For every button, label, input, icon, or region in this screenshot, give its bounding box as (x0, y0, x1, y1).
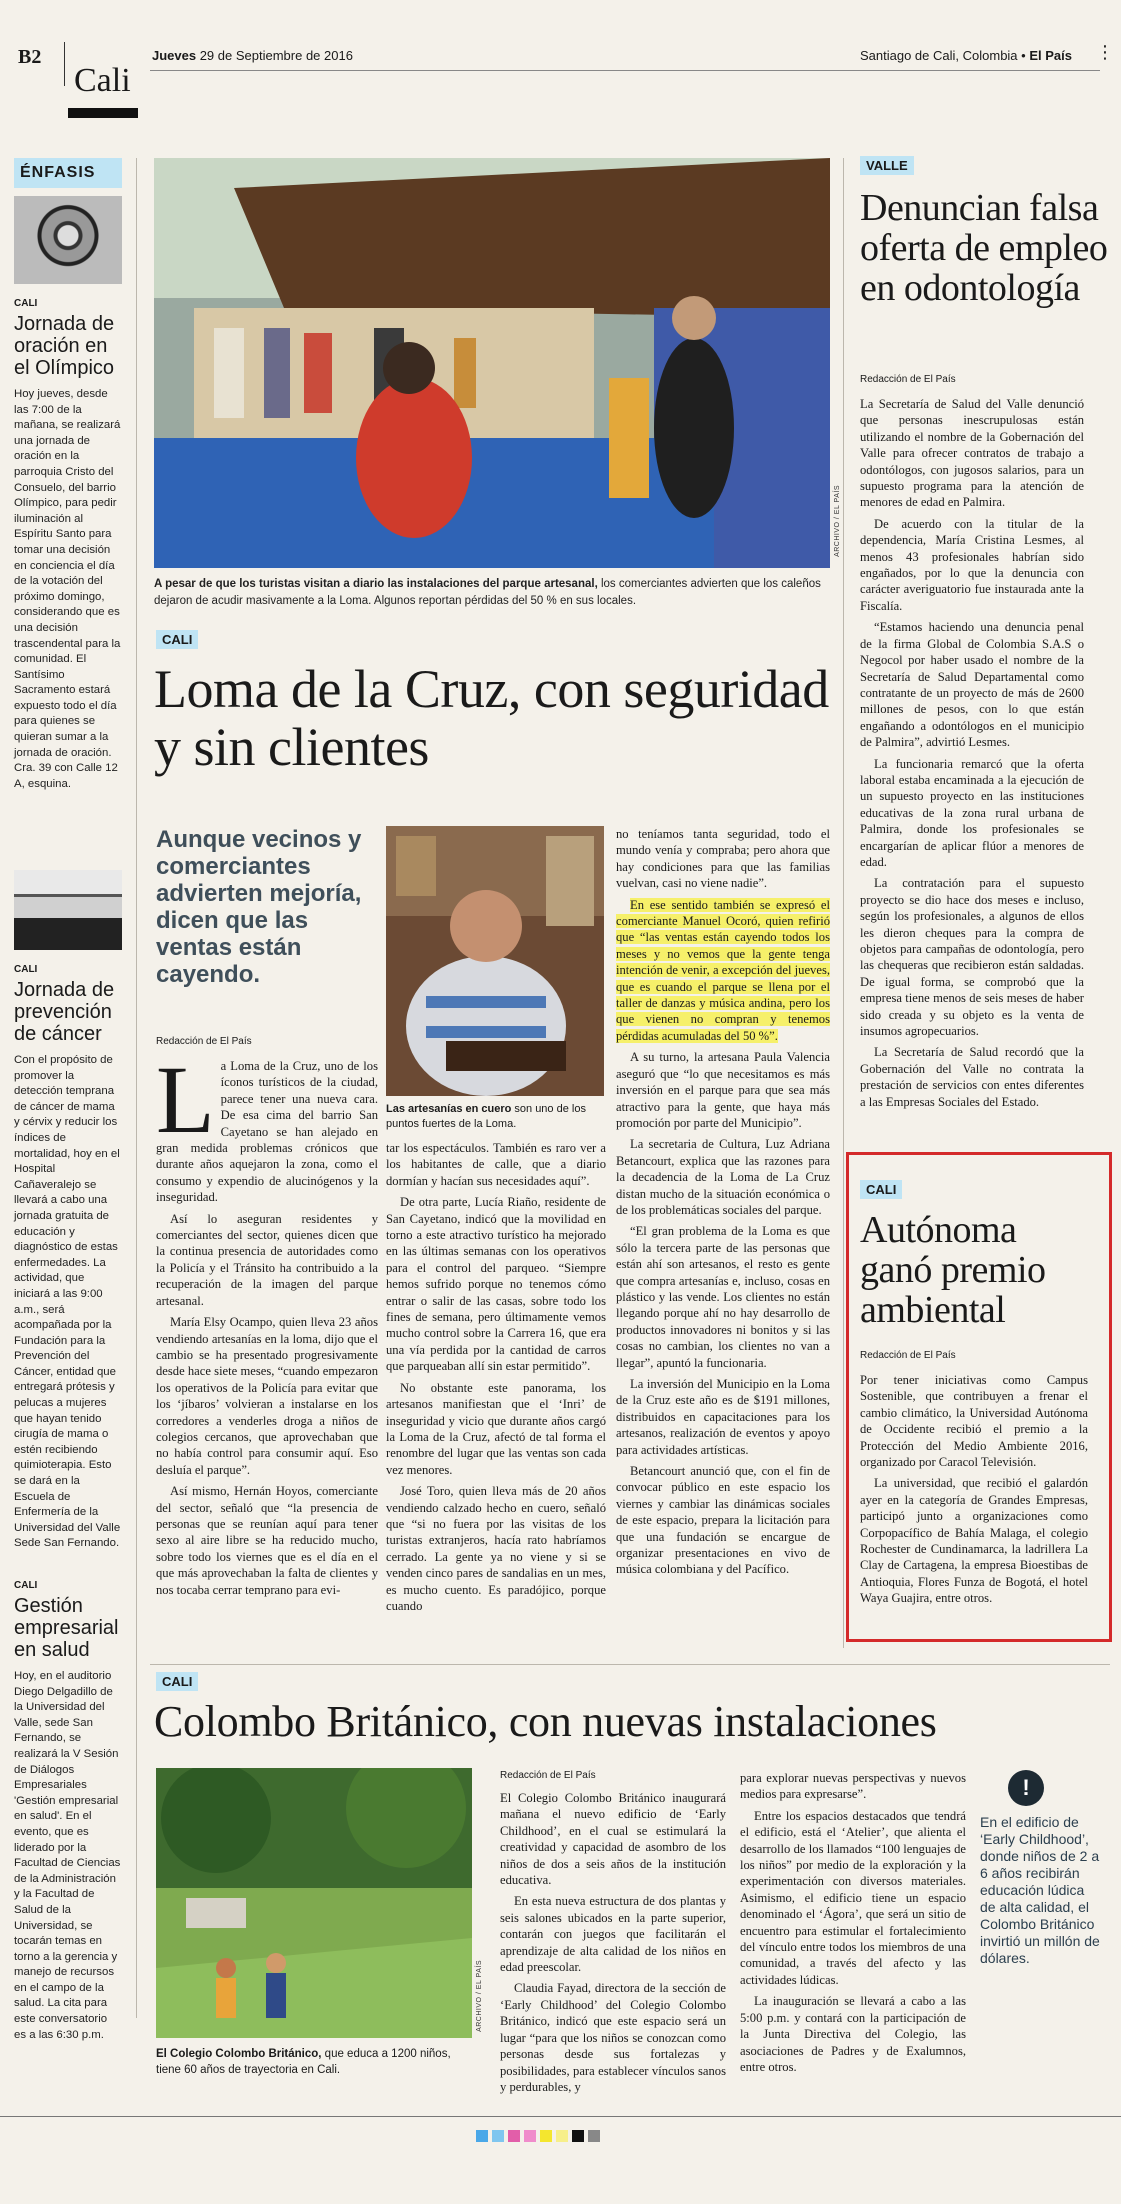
sidebar-image-hospital (14, 870, 122, 950)
paragraph: En esta nueva estructura de dos plantas y seis salones ubicados en la parte superior, contarán con juegos que facilitarán el aprendizaje de alta calidad de los niños en edad preescolar. (500, 1894, 726, 1975)
swatch-yellow-light (556, 2130, 568, 2142)
main-col-2 (386, 1140, 606, 1619)
main-col-3 (616, 826, 830, 1583)
sidebar-title: Gestión empresarial en salud (14, 1595, 119, 1661)
fact-text: En el edificio de ‘Early Childhood’, donde niños de 2 a 6 años recibirán educación lúdica de alta calidad, el Colombo Británico invirtió un millón de dólares. (980, 1814, 1100, 1966)
bottom-edge-rule (0, 2116, 1121, 2117)
right1-byline: Redacción de El País (860, 374, 956, 385)
caption-bold: El Colegio Colombo Británico, (156, 2048, 322, 2060)
section-bar (68, 108, 138, 118)
swatch-yellow (540, 2130, 552, 2142)
paragraph: De otra parte, Lucía Riaño, residente de San Cayetano, indicó que la movilidad en torno a este atractivo turístico ha mejorado en las últimas semanas con los operativos para el control del parqueo. “Siempre hemos sufrido porque no tenemos cómo entrar o salir de las casas, sobre todo los fines de semana, pero últimamente vemos mucho control sobre la Carrera 16, que era una vía perdida por la cantidad de carros que parqueaban allí sin estar permitido”. (386, 1195, 606, 1374)
paragraph: “El gran problema de la Loma es que sólo la tercera parte de las personas que están ahí son artesanos, el resto es gente que compra artesanías e, incluso, cosas en plástico y las vende. Los clientes no están llegando porque ahí no hay desarrollo de productos innovadores ni bonitos y si las cosas no cambian, los clientes no van a llegar”, apuntó la funcionaria. (616, 1224, 830, 1370)
main-col-1 (156, 1046, 378, 1603)
kicker-tag: CALI (156, 630, 198, 649)
right2-byline: Redacción de El País (860, 1350, 956, 1361)
main-photo-scene (154, 158, 830, 568)
paragraph: La inauguración se llevará a cabo a las 5:00 p.m. y contará con la participación de la Junta Directiva del Colegio, las asociaciones de Padres y de Exalumnos, entre otros. (740, 1994, 966, 2074)
right1-headline: Denuncian falsa oferta de empleo en odontología (860, 187, 1108, 309)
kicker-tag: CALI (860, 1180, 902, 1199)
paragraph: La Secretaría de Salud recordó que la Gobernación del Valle no contrata la prestación de servicios con entes diferentes a las Empresas Sociales del Estado. (860, 1045, 1084, 1109)
print-color-bar (476, 2130, 600, 2142)
paragraph: La Secretaría de Salud del Valle denunció que personas inescrupulosas están utilizando el nombre de la Gobernación del Valle para ofrecer contratos de trabajo a odontólogos, con jugosos salarios, para un supuesto programa para la atención de menores de edad en Palmira. (860, 397, 1084, 510)
kicker-tag: VALLE (860, 156, 914, 175)
inset-caption (386, 1102, 606, 1132)
sidebar-kicker: CALI (14, 964, 38, 975)
right2-headline: Autónoma ganó premio ambiental (860, 1209, 1046, 1331)
bottom-kicker (156, 1672, 198, 1691)
date-rest: 29 de Septiembre de 2016 (196, 48, 353, 63)
right-column-rule (843, 158, 844, 1648)
main-kicker (156, 630, 198, 649)
paragraph: Entre los espacios destacados que tendrá el edificio, está el ‘Atelier’, que alienta el desarrollo de los llamados “100 lenguajes de los niños” por medio de la exploración y la experimentación con diversos materiales. Asimismo, el edificio tiene un espacio denominado el ‘Ágora’, que será un sitio de encuentro para estimular el fortalecimiento del vínculo entre todos los miembros de una comunidad, a través del afecto y las actividades lúdicas. (740, 1808, 966, 1987)
paragraph: para explorar nuevas perspectivas y nuevos medios para expresarse”. (740, 1771, 966, 1802)
sidebar-kicker: CALI (14, 298, 38, 309)
sidebar-label: ÉNFASIS (14, 158, 122, 188)
header-divider (64, 42, 65, 86)
sidebar-title: Jornada de prevención de cáncer (14, 979, 115, 1045)
inset-photo (386, 826, 604, 1096)
paragraph: La contratación para el supuesto proyecto se dio hace dos meses e incluso, según los profesionales, a algunos de ellos les dieron cheques para la compra de objetos para campañas de odontología, pero las chequeras que recibieron están saldadas. De igual forma, se comprobó que la empresa tiene menos de seis meses de haber sido creada y su objeto es la venta de insumos agropecuarios. (860, 876, 1084, 1039)
paragraph: De acuerdo con la titular de la dependencia, María Cristina Lesmes, al menos 43 profesionales habrían sido engañados, por lo que la denuncia con carácter averiguatorio fue instaurada ante la Fiscalía. (860, 516, 1084, 613)
paragraph: Por tener iniciativas como Campus Sostenible, que contribuyen a frenar el cambio climático, la Universidad Autónoma de Occidente recibió el premio a la Protección del Medio Ambiente 2016, organizado por Caracol Televisión. (860, 1373, 1088, 1470)
bottom-headline: Colombo Británico, con nuevas instalaciones (154, 1697, 937, 1746)
sidebar-title: Jornada de oración en el Olímpico (14, 313, 115, 379)
dropcap: L (156, 1046, 215, 1153)
paragraph: tar los espectáculos. También es raro ver a los habitantes de calle, que a diario dormían y hacían sus necesidades aquí”. (386, 1141, 606, 1188)
paragraph: No obstante este panorama, los artesanos manifiestan que el ‘Inri’ de inseguridad y vicio que durante años cargó la Loma de la Cruz, afectó de tal forma el renombre del lugar que las ventas son cada vez menores. (386, 1380, 606, 1477)
place: Santiago de Cali, Colombia • (860, 48, 1030, 63)
fold-marker: ⋮ (1096, 42, 1114, 62)
paragraph: La universidad, que recibió el galardón ayer en la categoría de Grandes Empresas, participó junto a organizaciones como Corpopacífico de Bahía Malaga, el colegio Rochester de Cundinamarca, la ladrillera La Clay de Cartagena, la empresa Bioestibas de Antioquia, Flores Funza de Bogotá, el hotel Waya Guajira, entre otros. (860, 1476, 1088, 1606)
caption-bold: A pesar de que los turistas visitan a diario las instalaciones del parque artesanal, (154, 578, 598, 590)
fact-box (980, 1770, 1102, 1967)
paper-name: El País (1029, 48, 1072, 63)
sidebar-body: Hoy, en el auditorio Diego Delgadillo de la Universidad del Valle, sede San Fernando, se realizará la V Sesión de Diálogos Empresariales 'Gestión empresarial en salud'. En el evento, que es liderado por la Facultad de Ciencias de la Administración y la Facultad de Salud de la Universidad, se tocarán temas en torno a la gerencia y manejo de recursos en el campo de la salud. La cita para este conversatorio es a las 6:30 p.m. (14, 1670, 121, 2041)
swatch-cyan-light (492, 2130, 504, 2142)
school-photo-caption (156, 2046, 472, 2078)
paragraph: Claudia Fayad, directora de la sección de ‘Early Childhood’ del Colegio Colombo Británico, indicó que este espacio será un lugar “para que los niños se conozcan como personas desde sus fortalezas y posibilidades, para establecer vínculos sanos y perdurables, y (500, 1981, 726, 2094)
sidebar-rule (136, 158, 137, 2018)
bottom-rule (150, 1664, 1110, 1665)
right2-body (860, 1372, 1088, 1612)
right1-kicker (860, 156, 914, 175)
paragraph: A su turno, la artesana Paula Valencia aseguró que “lo que necesitamos es más inversión en el parque para que sea más atractivo para la gente, que haya más promoción por parte del Municipio”. (616, 1050, 830, 1130)
highlight-text: En ese sentido también se expresó el comerciante Manuel Ocoró, quien refirió que “las ventas están cayendo todos los meses y no vemos que la gente tenga intención de venir, a excepción del jueves, que es cuando el parque se llena por el taller de danzas y música andina, pero los que vienen no compran y tenemos pérdidas acumuladas del 50 %”. (616, 897, 830, 1043)
header-date (152, 48, 353, 63)
sidebar-image-cross (14, 196, 122, 284)
header-rule (150, 70, 1100, 71)
school-photo-scene (156, 1768, 472, 2038)
sidebar-item-cancer (14, 964, 122, 1552)
info-icon: ! (1008, 1770, 1044, 1806)
paragraph: La inversión del Municipio en la Loma de la Cruz este año es de $191 millones, distribuidos en capacitaciones para los artesanos, realización de eventos y apoyo para actividades artísticas. (616, 1377, 830, 1457)
paragraph: María Elsy Ocampo, quien lleva 23 años vendiendo artesanías en la loma, dijo que el cambio se ha presentado progresivamente desde hace siete meses, “cuando empezaron los operativos de la Policía para evitar que los ‘jíbaros’ volvieran a instalarse en los corredores a venderles droga a niños de colegios cercanos, que aprovechaban que no había control para consumir aquí. Eso desluía el parque”. (156, 1315, 378, 1477)
right2-kicker (860, 1180, 902, 1199)
paragraph: Así mismo, Hernán Hoyos, comerciante del sector, señaló que “la presencia de personas que se reunían aquí para tener sexo al aire libre se ha reducido mucho, sobre todo los viernes que es el día en el que más aprovechaban la falta de clientes y nos tocaba cerrar temprano para evi- (156, 1484, 378, 1597)
sidebar-kicker: CALI (14, 1580, 38, 1591)
kicker-tag: CALI (156, 1672, 198, 1691)
right1-body (860, 396, 1084, 1115)
caption-rest: que educa a 1200 niños, tiene 60 años de trayectoria en Cali. (156, 2048, 451, 2076)
main-byline: Redacción de El País (156, 1036, 252, 1047)
bottom-col-2 (740, 1770, 966, 2080)
main-photo (154, 158, 830, 568)
sidebar-item-gestion (14, 1580, 122, 2043)
school-photo (156, 1768, 472, 2038)
highlighted-paragraph (616, 897, 830, 1045)
date-day: Jueves (152, 48, 197, 63)
swatch-cyan (476, 2130, 488, 2142)
inset-photo-scene (386, 826, 604, 1096)
bottom-byline: Redacción de El País (500, 1770, 596, 1781)
paragraph: a Loma de la Cruz, uno de los íconos turísticos de la ciudad, parece tener una nueva cara. De esa cima del barrio San Cayetano se han alejado en gran medida problemas crónicos que durante años aquejaron la zona, como el consumo y expendio de alucinógenos y la inseguridad. (156, 1059, 378, 1205)
page-header (0, 40, 1121, 120)
paragraph: La secretaria de Cultura, Luz Adriana Betancourt, explica que las razones para la decadencia de la Loma de La Cruz distan mucho de la situación económica o de los problemáticas sociales del parque. (616, 1137, 830, 1217)
paragraph: Betancourt anunció que, con el fin de convocar público en este espacio los viernes y cambiar las dinámicas sociales de este espacio, prepara la licitación para que una fundación se encargue de organizar presentaciones en vivo de música colombiana y del Pacífico. (616, 1464, 830, 1577)
main-photo-caption (154, 576, 830, 610)
paragraph: “Estamos haciendo una denuncia penal de la firma Global de Colombia S.A.S o Negocol por haber usado el nombre de la Secretaría de Salud Departamental como contratante de un proyecto de más de 2600 millones de pesos, con lo que están engañando a odontólogos en el municipio de Palmira”, advirtió Lesmes. (860, 620, 1084, 750)
caption-rest: los comerciantes advierten que los caleños dejaron de acudir masivamente a la Loma. Algunos reportan pérdidas del 50 % en sus locales. (154, 578, 821, 607)
section-title: Cali (74, 62, 131, 99)
paragraph: El Colegio Colombo Británico inaugurará mañana el nuevo edificio de ‘Early Childhood’, en el cual se estimulará la creatividad y capacidad de asombro de los niños de dos a seis años de la institución educativa. (500, 1791, 726, 1888)
sidebar-body: Hoy jueves, desde las 7:00 de la mañana, se realizará una jornada de oración en la parroquia Cristo del Consuelo, del barrio Olímpico, para pedir iluminación al Espíritu Santo para tomar una decisión en conciencia el día de la votación del próximo domingo, considerando que es una decisión trascendental para la comunidad. El Santísimo Sacramento estará expuesto todo el día para quienes se quieran sumar a la jornada de oración. Cra. 39 con Calle 12 A, esquina. (14, 388, 121, 790)
photo-credit: ARCHIVO / EL PAÍS (834, 485, 841, 557)
sidebar-body: Con el propósito de promover la detección temprana de cáncer de mama y cérvix y reducir los índices de mortalidad, hoy en el Hospital Cañaveralejo se llevará a cabo una jornada gratuita de educación y diagnóstico de estas enfermedades. La actividad, que iniciará a las 9:00 a.m., será acompañada por la Fundación para la Prevención del Cáncer, entidad que entregará prótesis y pelucas a mujeres que hayan tenido cirugía de mama o estén recibiendo quimioterapia. Esto se dará en la Escuela de Enfermería de la Universidad del Valle Sede San Fernando. (14, 1054, 121, 1550)
sidebar (14, 158, 122, 792)
paragraph: Así lo aseguran residentes y comerciantes del sector, quienes dicen que la continua presencia de autoridades como la Policía y el Tránsito ha contribuido a la recuperación de la imagen del parque artesanal. (156, 1211, 378, 1308)
paragraph: José Toro, quien lleva más de 20 años vendiendo calzado hecho en cuero, señaló que “si no fuera por las visitas de los turistas extranjeros, hacía rato habríamos cerrado. La gente ya no viene y si se venden cinco pares de sandalias en un mes, es mucho cuento. Es paradójico, porque cuando (386, 1484, 606, 1613)
main-deck: Aunque vecinos y comerciantes advierten mejoría, dicen que las ventas están cayendo. (156, 826, 362, 988)
paragraph: La funcionaria remarcó que la oferta laboral estaba encaminada a la ejecución de un supuesto proyecto en las instituciones educativas de la zona rural urbana de Palmira, donde los profesionales se encargarían de aplicar flúor a menores de edad. (860, 756, 1084, 869)
swatch-black (572, 2130, 584, 2142)
swatch-magenta (508, 2130, 520, 2142)
school-photo-credit: ARCHIVO / EL PAÍS (476, 1960, 483, 2032)
inset-caption-rest: son uno de los puntos fuertes de la Loma. (386, 1103, 586, 1130)
header-place (860, 48, 1072, 63)
paragraph: no teníamos tanta seguridad, todo el mundo venía y compraba; pero ahora que hay condiciones para que las familias vuelvan, casi no viene nadie”. (616, 827, 830, 891)
main-headline: Loma de la Cruz, con seguridad y sin clientes (154, 659, 829, 777)
inset-caption-bold: Las artesanías en cuero (386, 1103, 512, 1115)
swatch-magenta-light (524, 2130, 536, 2142)
page-code: B2 (18, 46, 42, 68)
bottom-col-1 (500, 1790, 726, 2100)
swatch-gray (588, 2130, 600, 2142)
